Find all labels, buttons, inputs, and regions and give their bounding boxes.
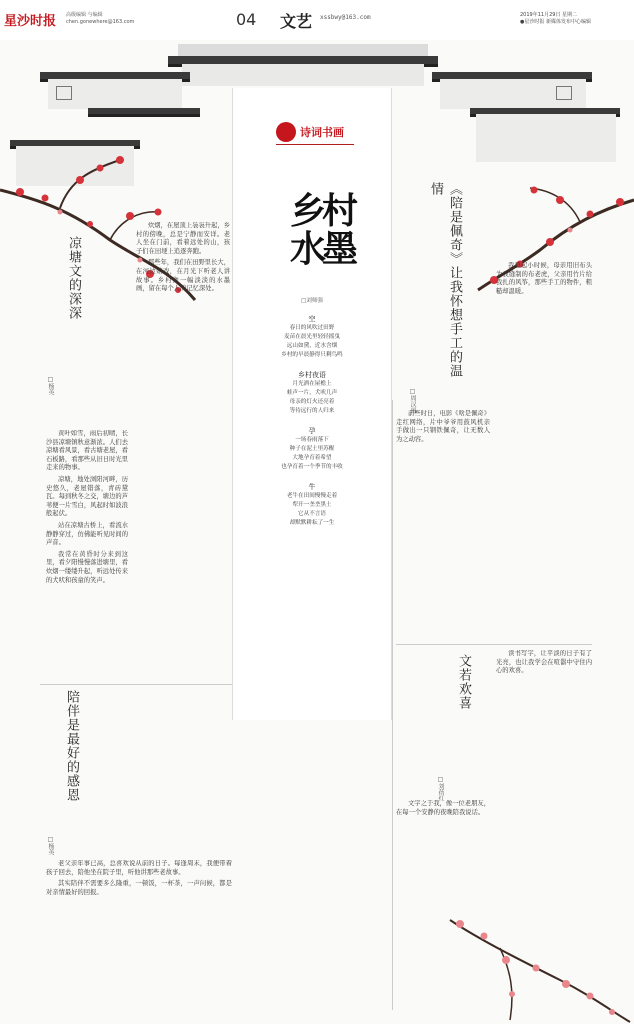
article-title-right: 《陪是佩奇》让我怀想手工的温情 bbox=[428, 182, 462, 378]
article-author-left-bottom: □杨英 bbox=[47, 836, 54, 855]
column-badge bbox=[276, 122, 354, 145]
poem-line: 春日的风吹过田野 bbox=[289, 325, 335, 331]
poem-line: 老牛在田间慢慢走着 bbox=[286, 493, 338, 499]
article-body-center-left bbox=[136, 222, 230, 682]
paragraph: 文字之于我，像一位老朋友，在每一个安静的夜晚陪我说话。 bbox=[396, 800, 490, 816]
section-name: 文艺 bbox=[280, 12, 313, 31]
window-decoration bbox=[56, 86, 72, 100]
wall-decoration bbox=[182, 64, 424, 86]
poem-line: 母亲的灯火还亮着 bbox=[289, 399, 335, 405]
dateline-line: ●星沙时报 新媒体发布中心编辑 bbox=[520, 19, 591, 25]
brush-icon bbox=[276, 122, 296, 142]
poem-title: 孕 bbox=[308, 427, 316, 435]
article-divider bbox=[40, 684, 232, 685]
poem-block bbox=[244, 482, 380, 528]
paragraph: 炊烟，在屋顶上袅袅升起，乡村的傍晚，总是宁静而安详。老人坐在门前，看着远处的山，孩子们在田埂上追逐奔跑。 bbox=[136, 222, 230, 255]
paragraph: 我常在黄昏时分来到这里，看夕阳慢慢落进塘里，看炊烟一缕缕升起，听远处传来的犬吠和孩童的笑声。 bbox=[46, 550, 128, 584]
paragraph: 其实陪伴不需要多么隆重，一顿饭，一杯茶，一声问候，都是对亲情最好的回报。 bbox=[46, 880, 232, 896]
poem-line: 一场春雨落下 bbox=[295, 437, 329, 443]
article-body-right-b bbox=[496, 262, 592, 642]
paragraph: 前些时日，电影《啥是佩奇》走红网络，片中爷爷用鼓风机亲手做出一只钢铁佩奇，让无数人为之动容。 bbox=[396, 410, 490, 443]
window-decoration bbox=[556, 86, 572, 100]
article-body-left-top bbox=[46, 430, 128, 680]
center-title: 乡村水墨 bbox=[289, 190, 354, 270]
poem-block bbox=[244, 314, 380, 360]
column-divider bbox=[392, 400, 393, 1010]
article-author-right-lower: □刘蓓红 bbox=[437, 776, 444, 801]
article-body-right-lower-a bbox=[396, 800, 490, 1000]
poem-line: 它从不言语 bbox=[298, 511, 326, 517]
newspaper-logo: 星沙时报 bbox=[4, 14, 57, 29]
article-divider bbox=[396, 644, 592, 645]
article-author-right: □周汉丽 bbox=[409, 388, 416, 413]
article-body-right-lower-b bbox=[496, 650, 592, 900]
page-number: 04 bbox=[236, 10, 257, 29]
article-author-left-top: □杨英 bbox=[47, 376, 54, 395]
poem-block bbox=[244, 426, 380, 472]
dateline-line: 2019年11月29日 星期二 bbox=[520, 12, 578, 18]
paragraph: 老父亲年事已高，总喜欢说从前的日子。每逢周末，我便带着孩子回去，陪他坐在院子里，听他讲那些老故事。 bbox=[46, 860, 232, 876]
wall-decoration bbox=[476, 114, 616, 162]
poem-line: 麦苗在晨光里轻轻摇曳 bbox=[284, 334, 340, 340]
paragraph: 凉塘，地处浏阳河畔，历史悠久，老屋错落，青砖黛瓦。每到秋冬之交，塘边的芦苇便一片雪白，风起时如波浪般起伏。 bbox=[46, 475, 128, 518]
poem-line: 月光洒在屋檐上 bbox=[292, 381, 332, 387]
paragraph: 站在凉塘古桥上，看流水静静穿过，仿佛能听见时间的声音。 bbox=[46, 521, 128, 547]
poem-line: 也孕育着一个季节的丰收 bbox=[281, 464, 343, 470]
article-title-right-lower: 文若欢喜 bbox=[456, 654, 471, 710]
poem-line: 等待远行的人归来 bbox=[289, 408, 335, 414]
masthead-meta bbox=[66, 12, 134, 26]
article-body-left-bottom bbox=[46, 860, 232, 1020]
column-badge-label: 诗词书画 bbox=[300, 126, 344, 139]
poem-line: 却默默耕耘了一生 bbox=[289, 520, 335, 526]
poem-column bbox=[244, 296, 380, 528]
masthead-meta-line: chen.gonewhere@163.com bbox=[66, 19, 135, 25]
poem-title: 空 bbox=[308, 315, 316, 323]
paragraph: 那些年，我们在田野里长大，在河边嬉戏，在月光下听老人讲故事。乡村像一幅淡淡的水墨画，留在每个人的记忆深处。 bbox=[136, 259, 230, 293]
poem-line: 大地孕育着希望 bbox=[292, 455, 332, 461]
article-title-left-bottom: 陪伴是最好的感恩 bbox=[64, 690, 79, 802]
poem-line: 种子在泥土里苏醒 bbox=[289, 446, 335, 452]
paragraph: 读书写字，让平淡的日子有了光亮，也让我学会在喧嚣中守住内心的欢喜。 bbox=[496, 650, 592, 675]
poem-title: 乡村夜语 bbox=[298, 371, 326, 379]
poem-title: 牛 bbox=[308, 483, 316, 491]
poem-line: 犁开一垄垄黑土 bbox=[292, 502, 332, 508]
dateline bbox=[520, 12, 591, 26]
masthead-meta-line: 高级编辑 与编辑 bbox=[66, 12, 103, 18]
article-title-left-top: 凉塘文的深深 bbox=[66, 236, 81, 320]
poem-line: 乡村的早晨静得只剩鸟鸣 bbox=[281, 352, 343, 358]
section-email: xssbwy@163.com bbox=[320, 14, 371, 21]
article-body-right-a bbox=[396, 410, 490, 670]
poem-line: 蛙声一片，犬吠几声 bbox=[286, 390, 338, 396]
poem-block bbox=[244, 370, 380, 416]
paragraph: 我想起小时候，母亲用旧布头为我缝制的布老虎，父亲用竹片给我扎的风筝，那些手工的物件，粗糙却温暖。 bbox=[496, 262, 592, 295]
poem-line: 远山如黛，近水含烟 bbox=[286, 343, 338, 349]
roof-decoration bbox=[88, 108, 200, 117]
poem-author: □刘师强 bbox=[300, 298, 324, 304]
paragraph: 黄叶如雪，雨后初晴，长沙县凉塘镇秋意渐浓。人们去凉塘看风景，看古塘老屋，看石板路，看那些从旧日时光里走来的物事。 bbox=[46, 430, 128, 472]
